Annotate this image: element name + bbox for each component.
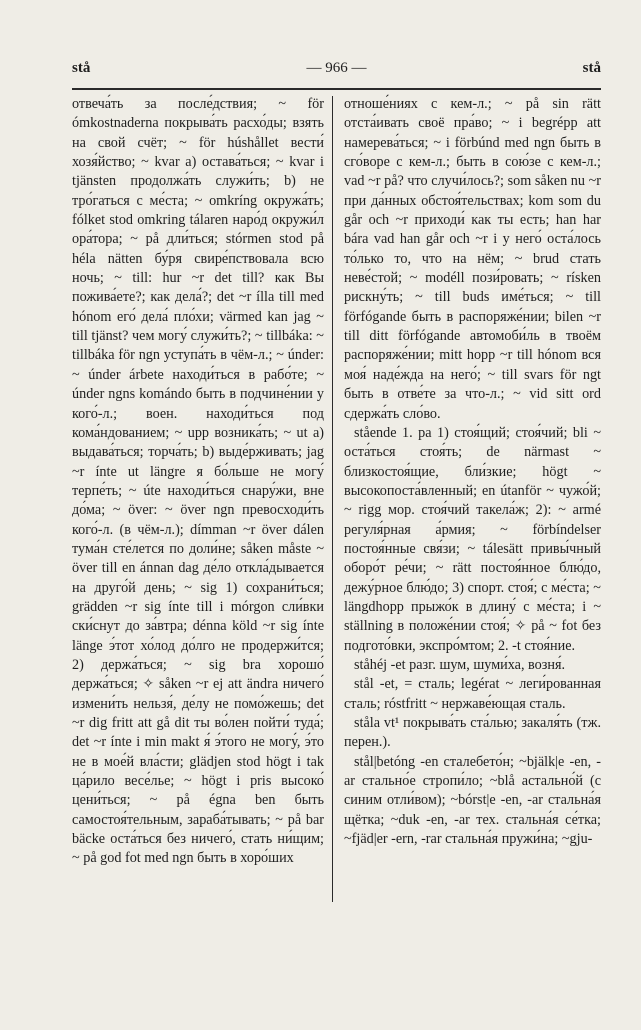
page-header xyxy=(72,60,601,86)
entry-staende: stående 1. pa 1) стоя́щий; стоя́чий; bli ~ оста́ться стоя́ть; de närmast ~ близкостоя́щие, бли́зкие; högt ~ высокопоста́вленный; en útanför ~ чужо́й; ~ rigg мор. стоя́чий такела́ж; 2): ~ armé регуля́рная а́рмия; ~ förbíndelser постоя́нные свя́зи; ~ tálesätt привы́чный оборо́т ре́чи; ~ rätt постоя́нное блю́до, дежу́рное блю́до; 3) спорт. стоя́; с ме́ста; ~ längdhopp прыжо́к в длину́ с ме́ста; i ~ ställning в положе́нии стоя́; ✧ på ~ fot без подгото́вки, экспро́мтом; 2. -t стоя́ние. xyxy=(344,424,601,654)
header-rule xyxy=(72,88,601,90)
entry-stal-compounds: stål|betóng -en сталебето́н; ~bjälk|e -en, -ar стально́е стропи́ло; ~blå астально́й (с синим отли́вом); ~bórst|e -en, -ar стальна́я щётка; ~duk -en, -ar тех. стальна́я се́тка; ~fjäd|er -ern, -rar стальна́я пружи́на; ~gju- xyxy=(344,753,601,848)
right-column-continuation: отноше́ниях с кем-л.; ~ på sin rätt отста́ивать своё пра́во; ~ i begrépp att намерева́ться; ~ i förbúnd med ngn быть в сго́воре с кем-л.; быть в сою́зе с кем-л.; vad ~r på? что случи́лось?; som såken nu ~r при да́нных обстоя́тельствах; kom som du går och ~r приходи́ как ты есть; han har bára vad han går och ~r i у него́ оста́лось то́лько то, что на нём; ~ brud стать неве́стой; ~ modéll пози́ровать; ~ rísken рискну́ть; ~ till buds име́ться; ~ till förfógande быть в распоряже́нии; bilen ~r till ditt förfógande автомоби́ль в твоём распоряже́нии; mitt hopp ~r till hónom вся моя́ наде́жда на него́; ~ till svars för ngt быть в отве́те за что-л.; ~ vid sitt ord сдержа́ть сло́во. xyxy=(344,96,601,422)
entry-stal: stål -et, = сталь; legérat ~ леги́рованная сталь; róstfritt ~ нержаве́ющая сталь. xyxy=(344,676,601,712)
page-number: — 966 — xyxy=(306,60,367,76)
entry-stahej: ståhéj -et разг. шум, шуми́ха, возня́. xyxy=(354,656,566,673)
right-running-headword: stå xyxy=(582,60,601,76)
left-column xyxy=(72,95,324,869)
left-running-headword: stå xyxy=(72,60,91,76)
column-divider xyxy=(332,96,333,902)
entry-stala: ståla vt¹ покрыва́ть ста́лью; закаля́ть (тж. перен.). xyxy=(344,715,601,751)
right-column xyxy=(344,95,601,849)
left-column-text: отвеча́ть за после́дствия; ~ för ómkostnaderna покрыва́ть расхо́ды; взять на свой счёт; ~ för húshållet вести́ хозя́йство; ~ kvar а) остава́ться; ~ kvar i tjänsten продолжа́ть служи́ть; b) не тро́гаться с ме́ста; ~ omkríng окружа́ть; fólket stod omkring tálaren наро́д окружи́л ора́тора; ~ på дли́ться; stórmen stod på héla nätten бу́ря свире́пствовала всю ночь; ~ till: hur ~r det till? как Вы пожива́ете?; как дела́?; det ~r ílla till med hónom его́ дела́ пло́хи; värmed kan jag ~ till tjänst? чем могу́ служи́ть?; ~ tillbáka: ~ tillbáka för ngn уступа́ть в чём-л.; ~ únder: ~ únder árbete находи́ться в рабо́те; ~ únder ngns komándo быть в подчине́нии у кого́-л.; воен. находи́ться под кома́ндованием; ~ upp возника́ть; ~ ut а) выдава́ться; торча́ть; b) выде́рживать; jag ~r ínte ut längre я бо́льше не могу́ терпе́ть; ~ úte находи́ться снару́жи, вне до́ма; ~ över: ~ över ngn превосходи́ть кого́-л. (в чём-л.); dímman ~r över dálen тума́н сте́лется по доли́не; såken måste ~ över till en ánnan dag де́ло откла́дывается на друго́й день; ~ sig 1) сохрани́ться; grädden ~r sig ínte till i mórgon сли́вки ски́снут до за́втра; dénna köld ~r sig ínte länge э́тот хо́лод до́лго не продержи́тся; 2) держа́ться; ~ sig bra хорошо́ держа́ться; ✧ såken ~r ej att ändra ничего́ измени́ть нельзя́, де́лу не помо́жешь; det ~r dig fritt att gå dit ты во́лен пойти́ туда́; det ~r ínte i min makt я́ э́того не могу́, э́то не в мое́й вла́сти; glädjen stod högt i tak ца́рило весе́лье; ~ högt i pris высоко́ цени́ться; ~ på égna ben быть самостоя́тельным, зараба́тывать; ~ på bar bäcke оста́ться без ничего́, стать ни́щим; ~ på god fot med ngn быть в хоро́ших xyxy=(72,96,324,867)
